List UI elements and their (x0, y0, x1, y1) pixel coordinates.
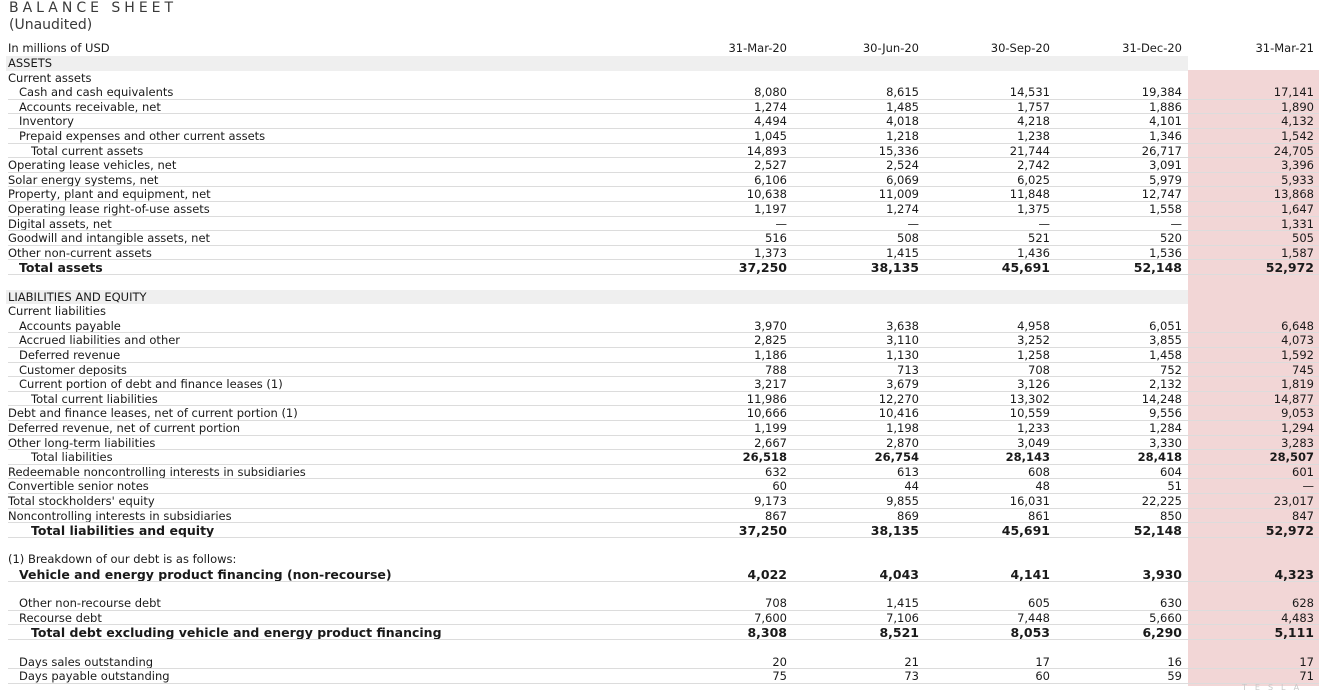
row-label: Current liabilities (8, 304, 106, 319)
row-value: — (1302, 479, 1314, 494)
row-value: 3,970 (754, 318, 787, 333)
row-value: 9,053 (1281, 406, 1314, 421)
row-value: 708 (765, 596, 787, 611)
table-row (0, 509, 1337, 524)
row-value: 23,017 (1273, 494, 1314, 508)
row-value: 628 (1292, 596, 1314, 611)
table-row (0, 56, 1337, 71)
row-value: 60 (1035, 669, 1050, 684)
table-row (0, 129, 1337, 144)
row-value: 1,485 (886, 99, 919, 114)
row-label: Goodwill and intangible assets, net (8, 231, 211, 246)
row-value: 6,069 (886, 172, 919, 187)
row-value: 4,101 (1149, 114, 1182, 129)
table-row (0, 246, 1337, 261)
row-value: 12,747 (1141, 187, 1182, 202)
row-value: 71 (1299, 669, 1314, 684)
row-value: 2,524 (886, 158, 919, 173)
table-row (0, 304, 1337, 319)
table-row (0, 611, 1337, 626)
row-label: Total assets (19, 260, 103, 276)
row-value: 1,890 (1281, 99, 1314, 114)
row-value: 51 (1167, 479, 1182, 494)
row-value: 52,972 (1265, 523, 1314, 539)
row-value: 630 (1160, 596, 1182, 611)
row-value: 24,705 (1273, 143, 1314, 158)
row-value: 3,091 (1149, 158, 1182, 173)
row-value: 3,126 (1017, 377, 1050, 392)
row-value: 3,638 (886, 318, 919, 333)
row-label: Redeemable noncontrolling interests in subsidiaries (8, 464, 306, 479)
table-row (0, 436, 1337, 451)
row-value: — (775, 216, 787, 231)
row-value: 37,250 (738, 523, 787, 539)
row-label: Convertible senior notes (8, 479, 149, 494)
row-value: 3,930 (1142, 567, 1182, 582)
row-value: 713 (897, 362, 919, 377)
row-label: Total debt excluding vehicle and energy product financing (31, 625, 442, 641)
table-row (0, 567, 1337, 582)
units-label: In millions of USD (8, 41, 110, 55)
table-row (0, 260, 1337, 275)
row-value: 2,825 (754, 333, 787, 348)
row-label: Deferred revenue, net of current portion (8, 421, 240, 435)
row-value: 73 (904, 669, 919, 684)
row-value: 1,587 (1281, 245, 1314, 260)
row-label: Prepaid expenses and other current assets (19, 129, 266, 143)
row-value: 2,132 (1149, 377, 1182, 392)
row-value: 45,691 (1001, 260, 1050, 276)
row-divider (8, 639, 1319, 640)
row-value: 45,691 (1001, 523, 1050, 539)
row-value: 13,868 (1273, 187, 1314, 202)
row-label: Customer deposits (19, 362, 127, 377)
row-value: 3,283 (1281, 435, 1314, 450)
row-value: 3,110 (886, 333, 919, 348)
table-row (0, 392, 1337, 407)
row-value: 7,600 (754, 610, 787, 625)
row-value: 10,666 (746, 406, 787, 421)
row-value: 9,173 (754, 494, 787, 508)
table-row (0, 144, 1337, 159)
row-value: 1,542 (1281, 129, 1314, 143)
row-value: 1,592 (1281, 348, 1314, 362)
row-label: Days sales outstanding (19, 654, 154, 669)
row-value: 11,009 (878, 187, 919, 202)
row-value: 14,877 (1273, 391, 1314, 406)
row-value: 4,043 (879, 567, 919, 582)
row-value: 17,141 (1273, 85, 1314, 100)
row-value: 6,106 (754, 172, 787, 187)
row-value: 608 (1028, 464, 1050, 479)
row-value: 1,186 (754, 348, 787, 362)
table-row (0, 100, 1337, 115)
row-value: 1,558 (1149, 202, 1182, 216)
row-value: — (907, 216, 919, 231)
column-header: 30-Jun-20 (862, 41, 919, 55)
row-label: Accrued liabilities and other (19, 333, 181, 348)
row-value: 1,819 (1281, 377, 1314, 392)
table-row (0, 333, 1337, 348)
row-value: 1,284 (1149, 421, 1182, 435)
row-value: 60 (772, 479, 787, 494)
table-row (0, 523, 1337, 538)
row-value: 3,396 (1281, 158, 1314, 173)
row-value: 847 (1292, 508, 1314, 523)
row-value: 48 (1035, 479, 1050, 494)
row-value: 5,660 (1149, 610, 1182, 625)
row-value: 516 (765, 231, 787, 246)
row-value: 1,757 (1017, 99, 1050, 114)
row-label: Total liabilities (31, 450, 113, 465)
row-divider (8, 537, 1319, 538)
row-value: 2,667 (754, 435, 787, 450)
row-label: Noncontrolling interests in subsidiaries (8, 508, 232, 523)
row-value: 14,531 (1009, 85, 1050, 100)
row-label: Total current assets (31, 143, 144, 158)
table-row (0, 319, 1337, 334)
row-value: 1,886 (1149, 99, 1182, 114)
row-label: Current assets (8, 70, 92, 85)
row-value: 8,521 (879, 625, 919, 641)
table-row (0, 202, 1337, 217)
row-divider (8, 683, 1319, 684)
row-value: 1,458 (1149, 348, 1182, 362)
row-value: 6,290 (1142, 625, 1182, 641)
row-label: Solar energy systems, net (8, 172, 159, 187)
section-shade (6, 56, 1188, 71)
row-value: 4,073 (1281, 333, 1314, 348)
table-row (0, 552, 1337, 567)
table-row (0, 494, 1337, 509)
row-value: 10,638 (746, 187, 787, 202)
row-value: 604 (1160, 464, 1182, 479)
row-label: Total current liabilities (31, 391, 158, 406)
table-row (0, 187, 1337, 202)
row-value: 745 (1292, 362, 1314, 377)
row-value: 4,218 (1017, 114, 1050, 129)
row-value: 59 (1167, 669, 1182, 684)
row-value: 869 (897, 508, 919, 523)
row-value: 28,418 (1137, 450, 1182, 465)
row-value: 3,252 (1017, 333, 1050, 348)
row-value: 4,483 (1281, 610, 1314, 625)
row-value: 22,225 (1141, 494, 1182, 508)
row-label: Digital assets, net (8, 216, 112, 231)
row-value: 1,536 (1149, 245, 1182, 260)
row-value: 7,448 (1017, 610, 1050, 625)
row-value: 4,018 (886, 114, 919, 129)
row-value: 12,270 (878, 391, 919, 406)
table-row (0, 158, 1337, 173)
row-value: 16 (1167, 654, 1182, 669)
row-label: Current portion of debt and finance leases (1) (19, 377, 283, 392)
row-value: 521 (1028, 231, 1050, 246)
section-shade (6, 290, 1188, 305)
column-header: 31-Mar-20 (728, 41, 787, 55)
row-value: 37,250 (738, 260, 787, 276)
table-row (0, 363, 1337, 378)
row-value: 8,080 (754, 85, 787, 100)
row-label: Other long-term liabilities (8, 435, 156, 450)
table-row (0, 231, 1337, 246)
row-value: 1,197 (754, 202, 787, 216)
table-row (0, 421, 1337, 436)
row-value: — (1170, 216, 1182, 231)
row-value: 8,053 (1010, 625, 1050, 641)
column-header: 31-Dec-20 (1122, 41, 1182, 55)
table-row (0, 406, 1337, 421)
row-value: 3,855 (1149, 333, 1182, 348)
row-label: Debt and finance leases, net of current portion (1) (8, 406, 298, 421)
row-value: 15,336 (878, 143, 919, 158)
row-value: 5,933 (1281, 172, 1314, 187)
page-title: BALANCE SHEET (9, 0, 178, 16)
row-label: Property, plant and equipment, net (8, 187, 211, 202)
row-value: 52,148 (1133, 523, 1182, 539)
row-value: 4,141 (1010, 567, 1050, 582)
row-value: 13,302 (1009, 391, 1050, 406)
row-value: 38,135 (870, 523, 919, 539)
row-value: 9,855 (886, 494, 919, 508)
row-value: 5,111 (1274, 625, 1314, 641)
row-value: 6,051 (1149, 318, 1182, 333)
row-value: 10,559 (1009, 406, 1050, 421)
row-value: 4,132 (1281, 114, 1314, 129)
table-row (0, 596, 1337, 611)
row-value: 4,022 (747, 567, 787, 582)
row-value: 1,373 (754, 245, 787, 260)
row-value: 3,330 (1149, 435, 1182, 450)
row-value: 4,323 (1274, 567, 1314, 582)
row-value: 4,494 (754, 114, 787, 129)
row-value: 1,436 (1017, 245, 1050, 260)
row-value: 21 (904, 654, 919, 669)
row-label: Cash and cash equivalents (19, 85, 174, 100)
row-value: 520 (1160, 231, 1182, 246)
row-value: 508 (897, 231, 919, 246)
row-label: Recourse debt (19, 610, 102, 625)
row-label: Total stockholders' equity (8, 494, 155, 508)
row-value: 10,416 (878, 406, 919, 421)
row-value: 2,870 (886, 435, 919, 450)
row-value: 708 (1028, 362, 1050, 377)
row-label: (1) Breakdown of our debt is as follows: (8, 552, 237, 567)
row-value: 28,507 (1269, 450, 1314, 465)
row-value: 75 (772, 669, 787, 684)
row-value: 505 (1292, 231, 1314, 246)
row-value: 3,217 (754, 377, 787, 392)
row-label: Other non-recourse debt (19, 596, 161, 611)
row-value: 613 (897, 464, 919, 479)
row-value: 38,135 (870, 260, 919, 276)
row-value: 14,893 (746, 143, 787, 158)
row-label: Operating lease vehicles, net (8, 158, 177, 173)
row-value: 21,744 (1009, 143, 1050, 158)
row-value: 11,848 (1009, 187, 1050, 202)
row-value: 752 (1160, 362, 1182, 377)
row-value: 17 (1035, 654, 1050, 669)
row-value: 17 (1299, 654, 1314, 669)
row-value: 850 (1160, 508, 1182, 523)
row-value: 1,647 (1281, 202, 1314, 216)
table-row (0, 377, 1337, 392)
row-value: 26,717 (1141, 143, 1182, 158)
row-value: 19,384 (1141, 85, 1182, 100)
table-row (0, 173, 1337, 188)
row-value: 44 (904, 479, 919, 494)
row-value: 3,679 (886, 377, 919, 392)
row-value: 632 (765, 464, 787, 479)
row-value: 1,375 (1017, 202, 1050, 216)
table-row (0, 479, 1337, 494)
table-row (0, 290, 1337, 305)
row-label: Operating lease right-of-use assets (8, 202, 210, 216)
row-value: 16,031 (1009, 494, 1050, 508)
row-value: 1,294 (1281, 421, 1314, 435)
row-label: Inventory (19, 114, 74, 129)
row-value: 1,218 (886, 129, 919, 143)
row-value: 1,346 (1149, 129, 1182, 143)
table-row (0, 655, 1337, 670)
row-value: 28,143 (1005, 450, 1050, 465)
row-value: 1,274 (754, 99, 787, 114)
row-value: 1,199 (754, 421, 787, 435)
row-label: Total liabilities and equity (31, 523, 215, 539)
row-value: 1,258 (1017, 348, 1050, 362)
row-value: 2,527 (754, 158, 787, 173)
row-value: 9,556 (1149, 406, 1182, 421)
row-value: 1,238 (1017, 129, 1050, 143)
column-header: 31-Mar-21 (1255, 41, 1314, 55)
column-header: 30-Sep-20 (990, 41, 1050, 55)
row-label: Vehicle and energy product financing (non-recourse) (19, 567, 392, 582)
row-value: 1,045 (754, 129, 787, 143)
row-value: 1,130 (886, 348, 919, 362)
row-divider (8, 581, 1319, 582)
table-row (0, 217, 1337, 232)
row-value: 14,248 (1141, 391, 1182, 406)
row-label: Other non-current assets (8, 245, 152, 260)
row-value: 867 (765, 508, 787, 523)
row-label: Accounts receivable, net (19, 99, 161, 114)
row-value: 52,148 (1133, 260, 1182, 276)
table-row (0, 348, 1337, 363)
row-label: Days payable outstanding (19, 669, 170, 684)
row-value: 1,331 (1281, 216, 1314, 231)
row-value: 6,648 (1281, 318, 1314, 333)
row-value: 861 (1028, 508, 1050, 523)
row-value: — (1038, 216, 1050, 231)
table-row (0, 114, 1337, 129)
page-subtitle: (Unaudited) (9, 17, 93, 33)
row-value: 1,233 (1017, 421, 1050, 435)
row-value: 601 (1292, 464, 1314, 479)
row-value: 26,518 (742, 450, 787, 465)
row-value: 788 (765, 362, 787, 377)
row-value: 20 (772, 654, 787, 669)
row-value: 1,415 (886, 596, 919, 611)
row-value: 1,415 (886, 245, 919, 260)
table-row (0, 669, 1337, 684)
row-value: 52,972 (1265, 260, 1314, 276)
row-value: 8,615 (886, 85, 919, 100)
row-value: 5,979 (1149, 172, 1182, 187)
table-row (0, 625, 1337, 640)
row-value: 6,025 (1017, 172, 1050, 187)
row-value: 11,986 (746, 391, 787, 406)
table-row (0, 71, 1337, 86)
row-value: 7,106 (886, 610, 919, 625)
table-row (0, 465, 1337, 480)
row-label: Deferred revenue (19, 348, 121, 362)
table-row (0, 85, 1337, 100)
row-label: Accounts payable (19, 318, 121, 333)
tesla-logo: TESLA (1242, 683, 1308, 692)
row-divider (8, 274, 1319, 275)
row-value: 2,742 (1017, 158, 1050, 173)
row-value: 3,049 (1017, 435, 1050, 450)
row-label: ASSETS (8, 56, 53, 70)
row-value: 4,958 (1017, 318, 1050, 333)
table-row (0, 450, 1337, 465)
row-value: 605 (1028, 596, 1050, 611)
row-value: 8,308 (747, 625, 787, 641)
row-value: 1,198 (886, 421, 919, 435)
row-label: LIABILITIES AND EQUITY (8, 289, 147, 304)
row-value: 1,274 (886, 202, 919, 216)
row-value: 26,754 (874, 450, 919, 465)
